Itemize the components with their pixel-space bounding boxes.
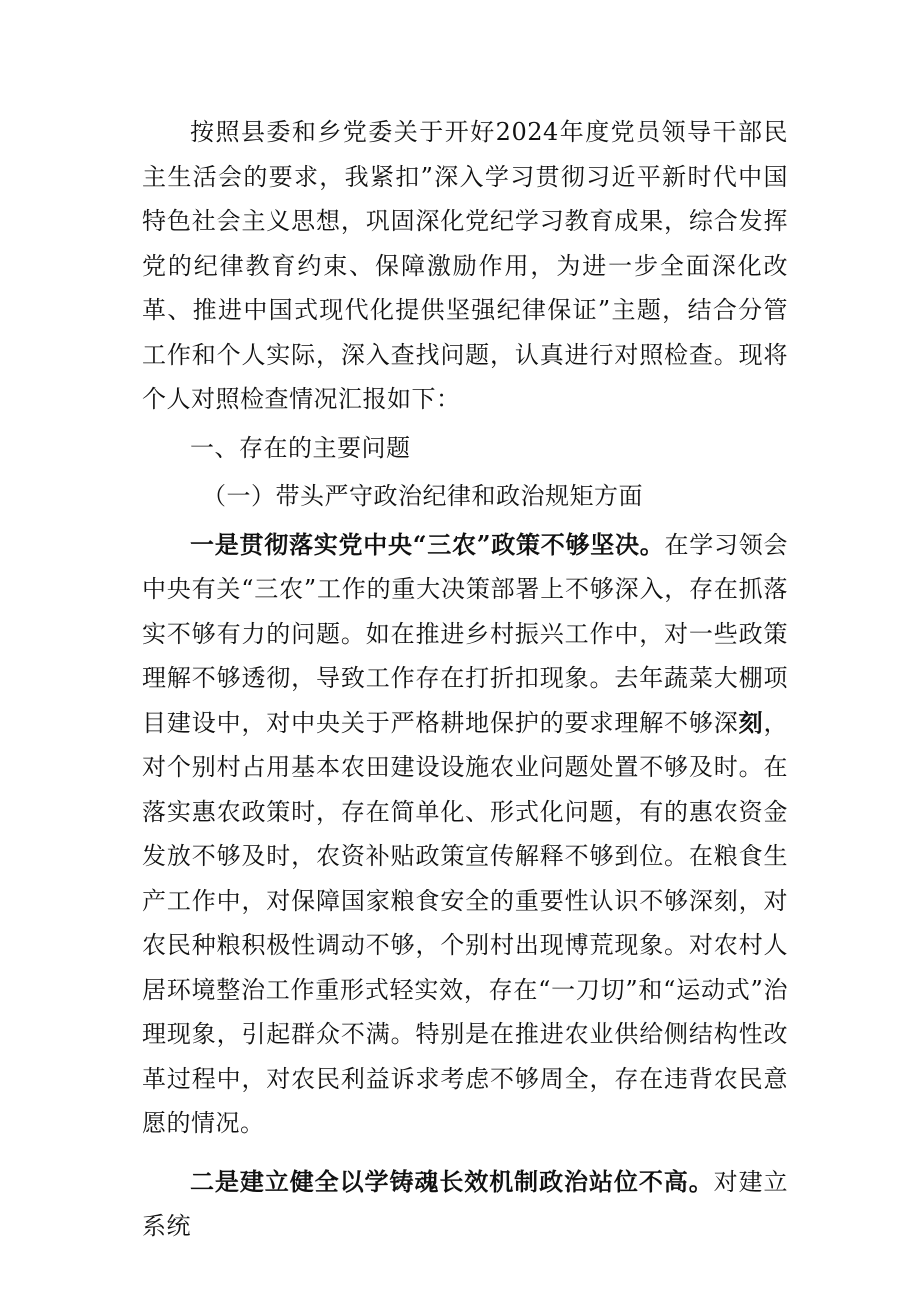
point-two-paragraph xyxy=(142,1160,788,1249)
point-one-paragraph xyxy=(142,523,788,1146)
subsection-heading: （一）带头严守政治纪律和政治规矩方面 xyxy=(202,482,643,510)
point-one-body: 在学习领会中央有关“三农”工作的重大决策部署上不够深入，存在抓落实不够有力的问题。如在推进乡村振兴工作中，对一些政策理解不够透彻，导致工作存在打折扣现象。去年蔬菜大棚项目建设中，对中央关于严格耕地保护的要求理解不够深 xyxy=(142,530,789,737)
point-one-bold-char: 刻 xyxy=(738,707,764,737)
point-two-body: 对建立系统 xyxy=(142,1167,789,1240)
point-one-body-continued: ，对个别村占用基本农田建设设施农业问题处置不够及时。在落实惠农政策时，存在简单化、形式化问题，有的惠农资金发放不够及时，农资补贴政策宣传解释不够到位。在粮食生产工作中，对保障国家粮食安全的重要性认识不够深刻，对农民种粮积极性调动不够，个别村出现博荒现象。对农村人居环境整治工作重形式轻实效，存在“一刀切”和“运动式”治理现象，引起群众不满。特别是在推进农业供给侧结构性改革过程中，对农民利益诉求考虑不够周全，存在违背农民意愿的情况。 xyxy=(142,708,789,1137)
intro-paragraph: 按照县委和乡党委关于开好2024年度党员领导干部民主生活会的要求，我紧扣”深入学习贯彻习近平新时代中国特色社会主义思想，巩固深化党纪学习教育成果，综合发挥党的纪律教育约束、保障激励作用，为进一步全面深化改革、推进中国式现代化提供坚强纪律保证”主题，结合分管工作和个人实际，深入查找问题，认真进行对照检查。现将个人对照检查情况汇报如下： xyxy=(142,118,788,413)
document-body xyxy=(142,110,788,1249)
section-heading: 一、存在的主要问题 xyxy=(190,433,411,462)
point-one-lead: 一是贯彻落实党中央“三农”政策不够坚决。 xyxy=(190,529,665,559)
point-two-lead: 二是建立健全以学铸魂长效机制政治站位不高。 xyxy=(190,1166,714,1196)
